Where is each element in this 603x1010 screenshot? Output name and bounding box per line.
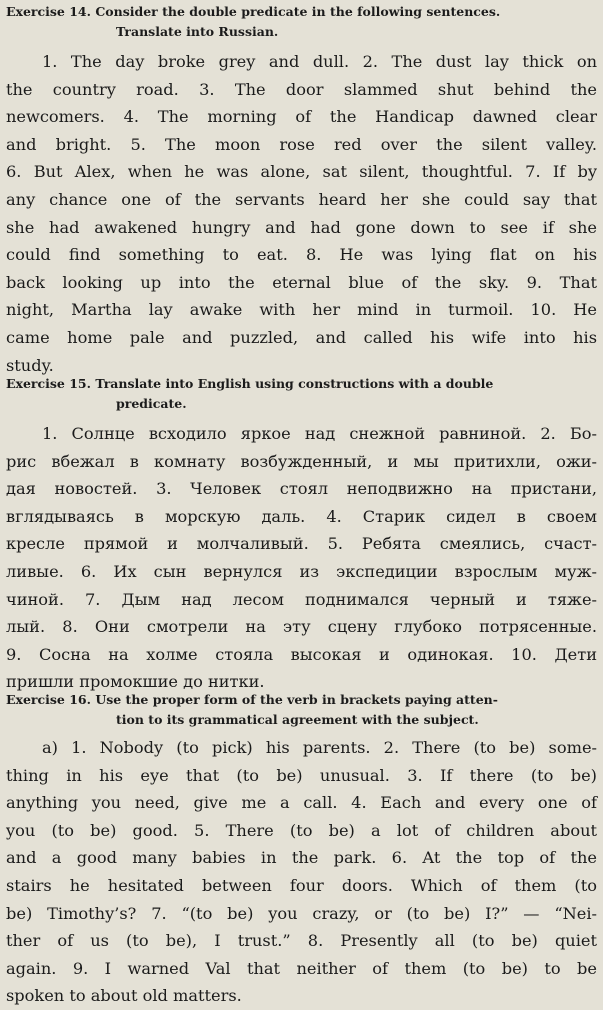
text-line: she had awakened hungry and had gone down to see if she <box>6 217 597 237</box>
exercise-14-title-line2: Translate into Russian. <box>116 24 279 39</box>
text-line: кресле прямой и молчаливый. 5. Ребята смеялись, счаст- <box>6 534 597 554</box>
exercise-15-body <box>6 420 597 696</box>
text-line: newcomers. 4. The morning of the Handicap dawned clear <box>6 107 597 127</box>
text-line: spoken to about old matters. <box>6 986 242 1006</box>
text-line: рис вбежал в комнату возбужденный, и мы притихли, ожи- <box>6 451 597 471</box>
text-line: study. <box>6 355 54 375</box>
text-line: 9. Сосна на холме стояла высокая и одинокая. 10. Дети <box>6 644 597 664</box>
text-line: 1. The day broke grey and dull. 2. The dust lay thick on <box>42 52 597 71</box>
exercise-15-title-line2: predicate. <box>116 396 187 411</box>
text-line: 6. But Alex, when he was alone, sat silent, thoughtful. 7. If by <box>6 162 597 182</box>
text-line: thing in his eye that (to be) unusual. 3. If there (to be) <box>6 765 597 785</box>
exercise-14-heading <box>6 2 597 42</box>
text-line: again. 9. I warned Val that neither of them (to be) to be <box>6 958 597 978</box>
text-line: 1. Солнце всходило яркое над снежной равниной. 2. Бо- <box>42 424 597 443</box>
text-line: any chance one of the servants heard her she could say that <box>6 189 597 209</box>
text-line: ther of us (to be), I trust.” 8. Presently all (to be) quiet <box>6 931 597 951</box>
exercise-16-title-line1: Exercise 16. Use the proper form of the verb in brackets paying atten- <box>6 692 498 707</box>
text-line: night, Martha lay awake with her mind in turmoil. 10. He <box>6 300 597 320</box>
text-line: чиной. 7. Дым над лесом поднимался черный и тяже- <box>6 589 597 609</box>
text-line: лый. 8. Они смотрели на эту сцену глубоко потрясенные. <box>6 617 597 637</box>
exercise-16-heading <box>6 690 597 730</box>
text-line: anything you need, give me a call. 4. Each and every one of <box>6 793 597 813</box>
text-line: a) 1. Nobody (to pick) his parents. 2. There (to be) some- <box>42 738 597 757</box>
text-line: ливые. 6. Их сын вернулся из экспедиции взрослым муж- <box>6 561 597 581</box>
text-line: you (to be) good. 5. There (to be) a lot of children about <box>6 820 597 840</box>
exercise-15-heading <box>6 374 597 414</box>
text-line: back looking up into the eternal blue of the sky. 9. That <box>6 272 597 292</box>
text-line: and bright. 5. The moon rose red over the silent valley. <box>6 134 597 154</box>
text-line: дая новостей. 3. Человек стоял неподвижно на пристани, <box>6 479 597 499</box>
text-line: be) Timothy’s? 7. “(to be) you crazy, or (to be) I?” — “Nei- <box>6 903 597 923</box>
text-line: could find something to eat. 8. He was lying flat on his <box>6 245 597 265</box>
exercise-15-title-line1: Exercise 15. Translate into English using constructions with a double <box>6 376 494 391</box>
text-line: вглядываясь в морскую даль. 4. Старик сидел в своем <box>6 506 597 526</box>
exercise-16-title-line2: tion to its grammatical agreement with the subject. <box>116 712 479 727</box>
text-line: пришли промокшие до нитки. <box>6 672 265 692</box>
exercise-14-title-line1: Exercise 14. Consider the double predicate in the following sentences. <box>6 4 501 19</box>
text-line: and a good many babies in the park. 6. At the top of the <box>6 848 597 868</box>
text-line: came home pale and puzzled, and called his wife into his <box>6 327 597 347</box>
exercise-14-body <box>6 48 597 379</box>
exercise-16-body <box>6 734 597 1010</box>
text-line: the country road. 3. The door slammed shut behind the <box>6 79 597 99</box>
text-line: stairs he hesitated between four doors. Which of them (to <box>6 875 597 895</box>
